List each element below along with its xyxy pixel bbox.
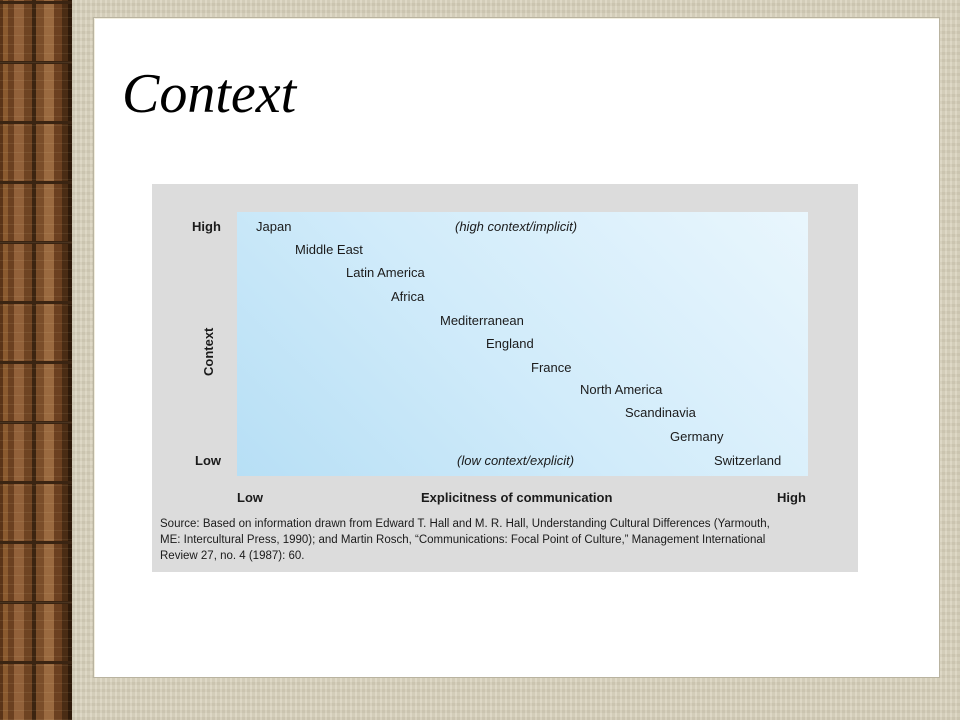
country-label: North America	[580, 382, 663, 397]
country-label: England	[486, 336, 534, 351]
y-axis-label: Context	[201, 327, 216, 376]
country-label: Africa	[391, 289, 425, 304]
source-line: ME: Intercultural Press, 1990); and Martin Rosch, “Communications: Focal Point of Culture,” Management International	[160, 534, 766, 546]
source-line: Source: Based on information drawn from Edward T. Hall and M. R. Hall, Understanding Cultural Differences (Yarmouth,	[160, 518, 770, 530]
country-label: Middle East	[295, 242, 363, 257]
country-label: Scandinavia	[625, 405, 696, 420]
x-axis-high-label: High	[777, 490, 806, 505]
x-axis-low-label: Low	[237, 490, 263, 505]
x-axis-label: Explicitness of communication	[421, 490, 613, 505]
country-label: Germany	[670, 429, 724, 444]
wood-border	[0, 0, 72, 720]
country-label: Latin America	[346, 265, 425, 280]
slide-title: Context	[122, 63, 297, 125]
source-line: Review 27, no. 4 (1987): 60.	[160, 550, 305, 562]
country-label: France	[531, 360, 572, 375]
country-label: Mediterranean	[440, 313, 524, 328]
country-label: Japan	[256, 219, 292, 234]
y-axis-low-label: Low	[195, 453, 221, 468]
high-context-annotation: (high context/implicit)	[455, 219, 578, 234]
y-axis-high-label: High	[192, 219, 221, 234]
country-label: Switzerland	[714, 453, 782, 468]
source-citation	[160, 516, 850, 564]
low-context-annotation: (low context/explicit)	[457, 453, 575, 468]
